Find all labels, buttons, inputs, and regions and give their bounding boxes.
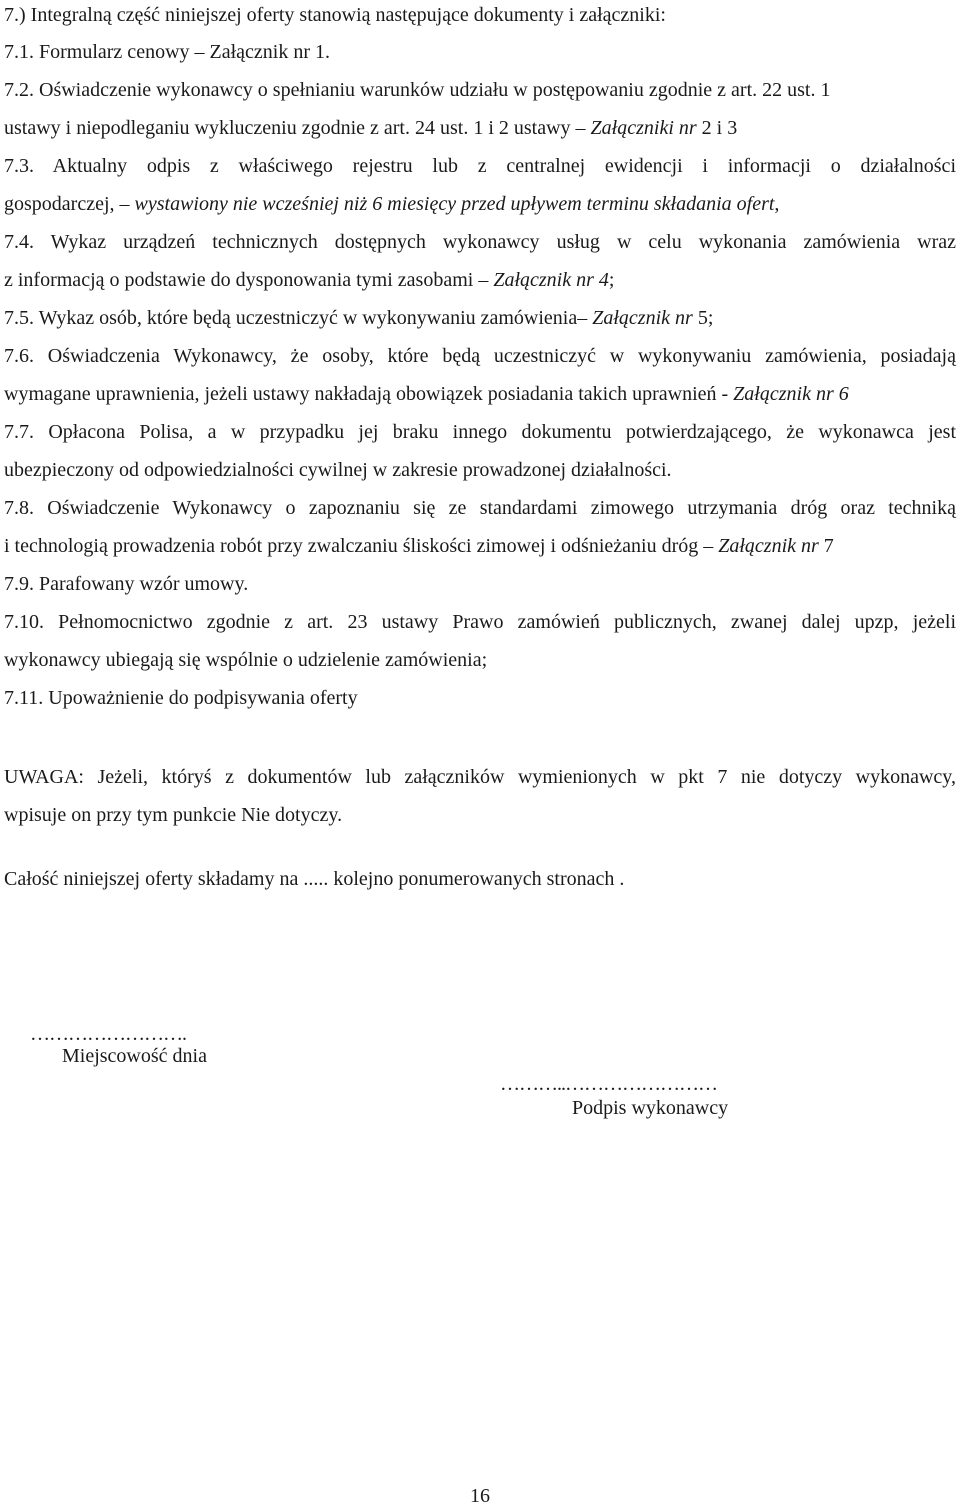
item-7-8-line2: [4, 534, 834, 558]
item-7-4-line1: 7.4. Wykaz urządzeń technicznych dostępnych wykonawcy usług w celu wykonania zamówienia wraz: [4, 231, 956, 253]
item-7-7-line2: ubezpieczony od odpowiedzialności cywilnej w zakresie prowadzonej działalności.: [4, 459, 672, 481]
item-7-10-line2: wykonawcy ubiegają się wspólnie o udzielenie zamówienia;: [4, 649, 488, 671]
item-7-10-line1: 7.10. Pełnomocnictwo zgodnie z art. 23 ustawy Prawo zamówień publicznych, zwanej dalej upzp, jeżeli: [4, 611, 956, 633]
item-7-2-text: ustawy i niepodleganiu wykluczeniu zgodnie z art. 24 ust. 1 i 2 ustawy –: [4, 117, 591, 139]
note-line1: UWAGA: Jeżeli, któryś z dokumentów lub załączników wymienionych w pkt 7 nie dotyczy wykonawcy,: [4, 766, 956, 788]
item-7-8-tail: 7: [818, 535, 834, 557]
item-7-6-line2: [4, 382, 849, 406]
item-7-1: 7.1. Formularz cenowy – Załącznik nr 1.: [4, 41, 331, 63]
item-7-6-line1: 7.6. Oświadczenia Wykonawcy, że osoby, które będą uczestniczyć w wykonywaniu zamówienia, posiadają: [4, 345, 956, 367]
item-7-3-line1: 7.3. Aktualny odpis z właściwego rejestru lub z centralnej ewidencji i informacji o działalności: [4, 155, 956, 177]
item-7-6-attachment-ref: Załącznik nr 6: [733, 383, 849, 405]
item-7-8-text: i technologią prowadzenia robót przy zwalczaniu śliskości zimowej i odśnieżaniu dróg –: [4, 535, 719, 557]
section-7-intro: 7.) Integralną część niniejszej oferty stanowią następujące dokumenty i załączniki:: [4, 4, 666, 26]
item-7-9: 7.9. Parafowany wzór umowy.: [4, 573, 249, 595]
pages-statement: Całość niniejszej oferty składamy na ..... kolejno ponumerowanych stronach .: [4, 868, 625, 890]
signature-dots: ………..……………………: [500, 1073, 717, 1095]
item-7-2-attachment-ref: Załączniki nr: [590, 117, 697, 139]
item-7-4-text: z informacją o podstawie do dysponowania tymi zasobami –: [4, 269, 494, 291]
item-7-5-text: 7.5. Wykaz osób, które będą uczestniczyć w wykonywaniu zamówienia–: [4, 307, 593, 329]
page-number: 16: [470, 1485, 490, 1507]
item-7-3-tail: ,: [774, 193, 780, 215]
item-7-2-line1: 7.2. Oświadczenie wykonawcy o spełnianiu warunków udziału w postępowaniu zgodnie z art. 22 ust. 1: [4, 79, 831, 101]
item-7-6-text: wymagane uprawnienia, jeżeli ustawy nakładają obowiązek posiadania takich uprawnień -: [4, 383, 734, 405]
item-7-4-tail: ;: [608, 269, 615, 291]
item-7-11: 7.11. Upoważnienie do podpisywania oferty: [4, 687, 358, 709]
item-7-2-tail: 2 i 3: [696, 117, 738, 139]
item-7-3-condition: wystawiony nie wcześniej niż 6 miesięcy przed upływem terminu składania ofert: [134, 193, 775, 215]
item-7-8-attachment-ref: Załącznik nr: [718, 535, 819, 557]
item-7-5-line1: [4, 306, 713, 330]
item-7-4-attachment-ref: Załącznik nr 4: [493, 269, 609, 291]
item-7-5-attachment-ref: Załącznik nr: [592, 307, 693, 329]
item-7-7-line1: 7.7. Opłacona Polisa, a w przypadku jej braku innego dokumentu potwierdzającego, że wykonawca jest: [4, 421, 956, 443]
place-date-label: Miejscowość dnia: [62, 1045, 207, 1067]
item-7-4-line2: [4, 268, 614, 292]
note-line2: wpisuje on przy tym punkcie Nie dotyczy.: [4, 804, 343, 826]
item-7-8-line1: 7.8. Oświadczenie Wykonawcy o zapoznaniu się ze standardami zimowego utrzymania dróg oraz techniką: [4, 497, 956, 519]
signature-label: Podpis wykonawcy: [572, 1097, 729, 1119]
item-7-5-tail: 5;: [692, 307, 714, 329]
item-7-3-line2: [4, 192, 779, 216]
item-7-3-text: gospodarczej, –: [4, 193, 135, 215]
place-date-dots: …………………….: [30, 1023, 186, 1045]
item-7-2-line2: [4, 116, 737, 140]
